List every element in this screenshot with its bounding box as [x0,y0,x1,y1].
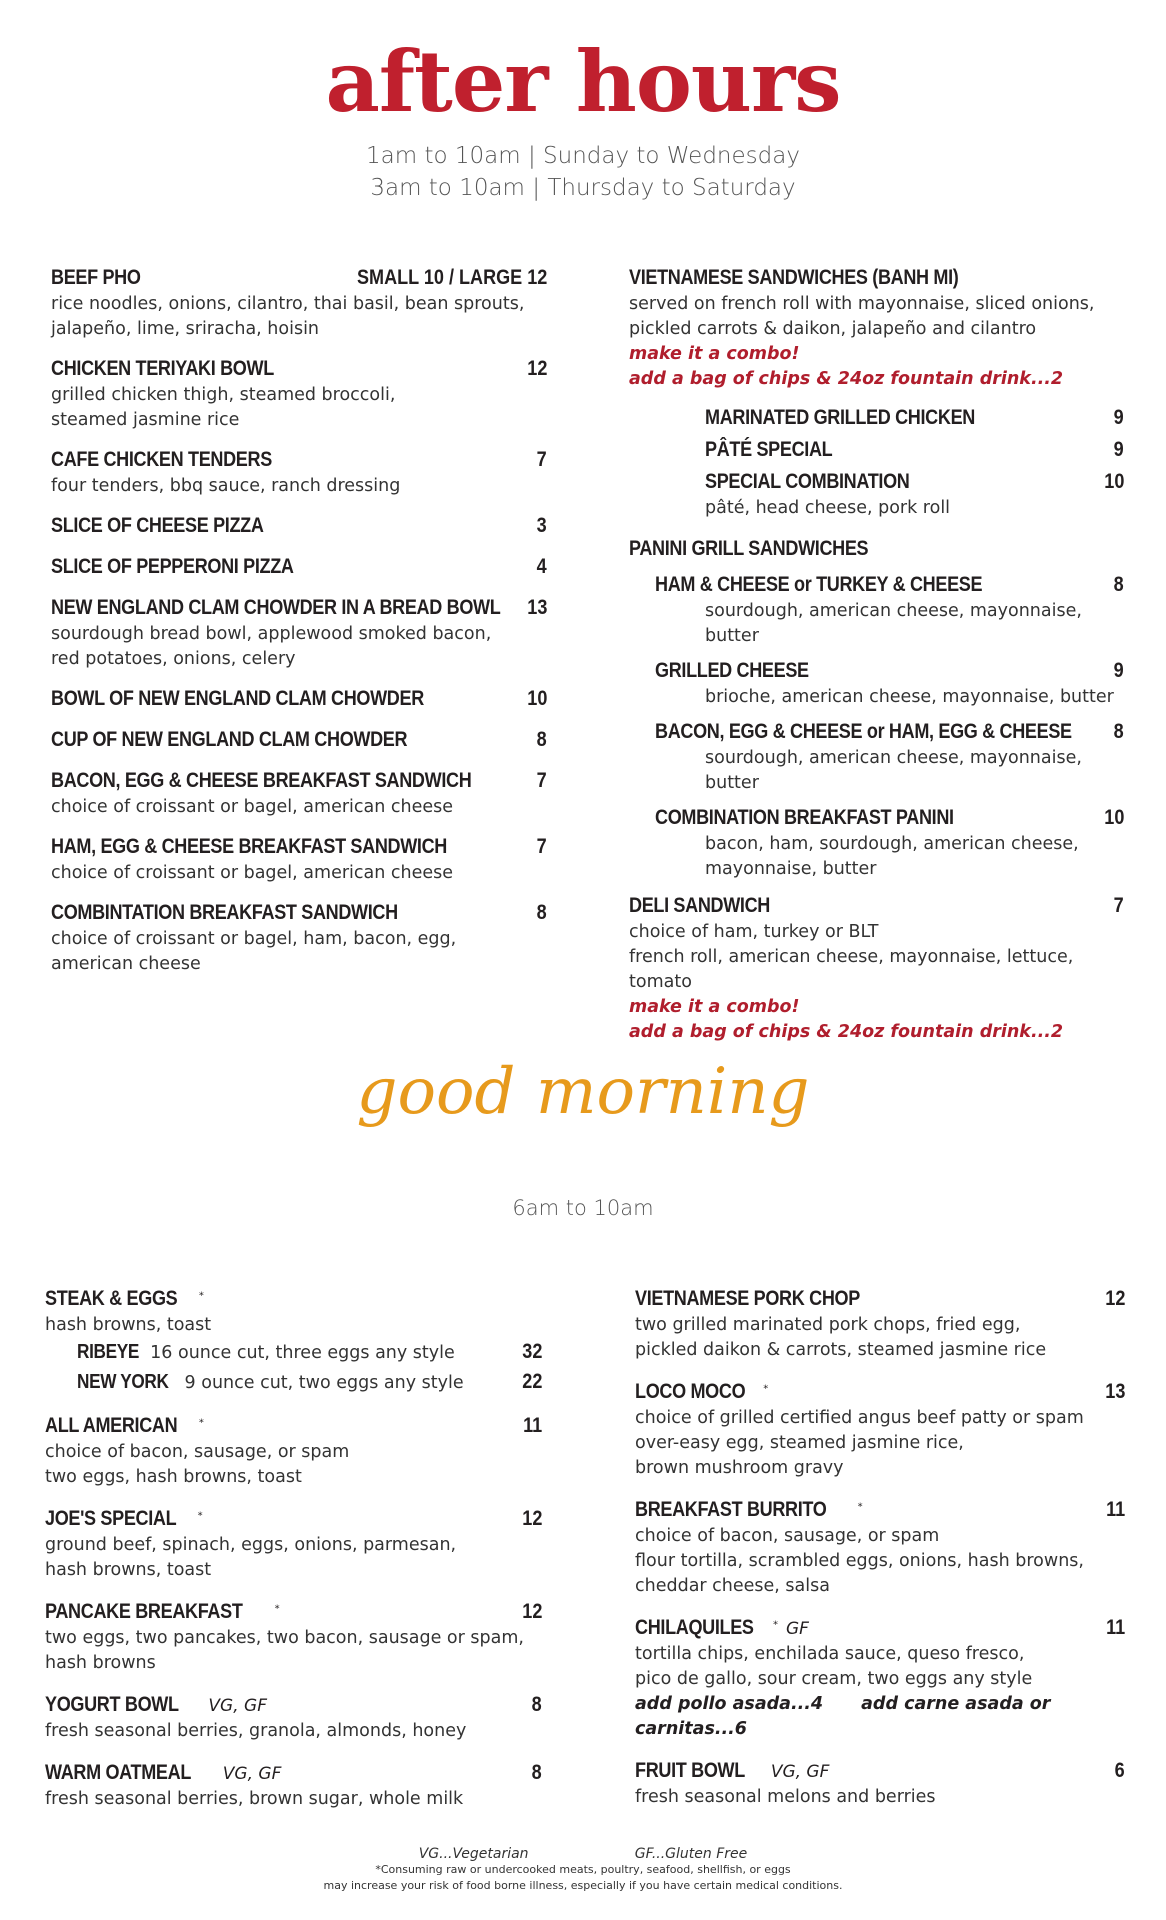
item-price: 11 [1105,1616,1125,1639]
item-name: GRILLED CHEESE [655,659,809,682]
item-name: YOGURT BOWL [45,1693,179,1716]
item-name: MARINATED GRILLED CHICKEN [705,406,975,429]
item-desc: american cheese [51,954,201,974]
item-header [51,726,547,754]
item-header [51,899,547,927]
item-price: 12 [521,1507,542,1530]
item-header [51,446,547,474]
item-price: 10 [1103,806,1124,829]
item-price: 12 [1104,1287,1125,1310]
item-price: 22 [521,1370,542,1393]
footer-warning-1: *Consuming raw or undercooked meats, poultry, seafood, shellfish, or eggs [375,1863,791,1876]
good-morning-left-column [45,1285,542,1827]
item-name: SPECIAL COMBINATION [705,470,910,493]
item-desc: red potatoes, onions, celery [51,649,296,669]
item-header [51,264,547,292]
item-name: RIBEYE [77,1341,139,1363]
item-name: DELI SANDWICH [629,894,771,917]
item-header [51,767,547,795]
item-name: CAFE CHICKEN TENDERS [51,448,272,471]
addon: add pollo asada...4 [635,1694,824,1714]
dietary-tag: VG, GF [222,1764,282,1784]
item-desc: bacon, ham, sourdough, american cheese, [705,834,1079,854]
item-desc: two grilled marinated pork chops, fried egg, [635,1315,1021,1335]
item-header [655,804,1124,832]
dietary-tag: VG, GF [208,1696,267,1716]
item-price: 9 [1113,438,1124,461]
after-hours-right-column [629,264,1124,1059]
footer-key [0,1843,1166,1862]
menu-item [655,804,1124,882]
menu-item [51,355,547,433]
item-name: STEAK & EGGS [45,1287,178,1310]
menu-item [51,553,547,581]
item-desc: choice of bacon, sausage, or spam [635,1526,940,1546]
item-desc: grilled chicken thigh, steamed broccoli, [51,385,396,405]
panini-title: PANINI GRILL SANDWICHES [629,537,869,560]
banh-mi-items [705,404,1124,521]
item-name: SLICE OF PEPPERONI PIZZA [51,555,294,578]
raw-mark: * [198,1290,204,1302]
item-price: 10 [1103,470,1124,493]
after-hours-left-column [51,264,547,990]
item-desc: choice of croissant or bagel, american cheese [51,863,454,883]
item-desc: pâté, head cheese, pork roll [705,498,951,518]
item-header [51,553,547,581]
after-hours-hours-line1: 1am to 10am | Sunday to Wednesday [366,143,800,169]
raw-mark: * [197,1510,203,1522]
after-hours-hours-line2: 3am to 10am | Thursday to Saturday [370,175,796,201]
banh-mi-desc-2: pickled carrots & daikon, jalapeño and cilantro [629,319,1037,339]
new-york-row [77,1368,542,1398]
deli-section [629,892,1124,1045]
menu-item [45,1505,542,1583]
item-price: 7 [1113,894,1124,917]
raw-mark: * [274,1603,280,1615]
item-desc: hash browns, toast [45,1315,212,1335]
good-morning-right-column [635,1285,1125,1825]
item-header [45,1691,542,1719]
deli-combo-addon: add a bag of chips & 24oz fountain drink...2 [629,1022,1064,1042]
item-header [45,1598,542,1626]
item-price: 10 [526,687,547,710]
banh-mi-desc-1: served on french roll with mayonnaise, sliced onions, [629,294,1095,314]
item-header [655,571,1124,599]
item-name: PÂTÉ SPECIAL [705,438,833,461]
panini-section [629,535,1124,563]
item-header [51,355,547,383]
item-name: SLICE OF CHEESE PIZZA [51,514,264,537]
menu-item [705,436,1124,464]
menu-item [655,657,1124,710]
gf-key: GF...Gluten Free [634,1846,748,1862]
item-price: 7 [536,769,547,792]
item-price: 13 [526,596,547,619]
item-name: BACON, EGG & CHEESE or HAM, EGG & CHEESE [655,720,1072,743]
item-name: BOWL OF NEW ENGLAND CLAM CHOWDER [51,687,424,710]
item-desc: brioche, american cheese, mayonnaise, butter [705,687,1114,707]
addon: add carne asada or carnitas...6 [635,1694,1051,1739]
item-name: NEW YORK [77,1371,169,1393]
menu-item [51,512,547,540]
item-desc: sourdough, american cheese, mayonnaise, butter [705,601,1082,646]
item-desc: two eggs, two pancakes, two bacon, sausage or spam, [45,1628,524,1648]
dietary-tag: GF [785,1619,809,1639]
item-price: 8 [1113,720,1124,743]
item-desc: four tenders, bbq sauce, ranch dressing [51,476,401,496]
item-name: BEEF PHO [51,266,141,289]
item-name: LOCO MOCO [635,1380,746,1403]
item-desc: over-easy egg, steamed jasmine rice, [635,1433,964,1453]
item-desc: two eggs, hash browns, toast [45,1467,302,1487]
item-name: ALL AMERICAN [45,1414,178,1437]
item-desc: pickled daikon & carrots, steamed jasmine rice [635,1340,1047,1360]
menu-item [45,1412,542,1490]
item-header [635,1285,1125,1313]
item-header [51,594,547,622]
banh-mi-title: VIETNAMESE SANDWICHES (BANH MI) [629,266,959,289]
item-desc: choice of croissant or bagel, american cheese [51,797,454,817]
item-desc: hash browns, toast [45,1560,212,1580]
item-price: 13 [1104,1380,1125,1403]
item-header [51,833,547,861]
item-price: 4 [536,555,547,578]
item-desc: brown mushroom gravy [635,1458,844,1478]
item-name: PANCAKE BREAKFAST [45,1600,243,1623]
item-desc: mayonnaise, butter [705,859,877,879]
item-name: COMBINTATION BREAKFAST SANDWICH [51,901,398,924]
menu-item [705,404,1124,432]
item-price: 12 [526,357,547,380]
item-name: HAM, EGG & CHEESE BREAKFAST SANDWICH [51,835,448,858]
item-price: 11 [522,1414,542,1437]
item-desc: choice of grilled certified angus beef patty or spam [635,1408,1084,1428]
item-header [51,685,547,713]
item-desc: ground beef, spinach, eggs, onions, parmesan, [45,1535,457,1555]
item-price: 9 [1113,406,1124,429]
item-desc: choice of bacon, sausage, or spam [45,1442,350,1462]
item-header [635,1614,1125,1642]
menu-item [655,571,1124,649]
item-header [655,657,1124,685]
item-header [45,1759,542,1787]
footer-warning-2: may increase your risk of food borne illness, especially if you have certain medical conditions. [323,1879,843,1892]
menu-item [705,468,1124,521]
item-name: BREAKFAST BURRITO [635,1498,827,1521]
item-desc: choice of ham, turkey or BLT [629,922,879,942]
ribeye-row [77,1338,542,1368]
menu-item [51,594,547,672]
item-header [635,1757,1125,1785]
menu-item [51,833,547,886]
item-price: SMALL 10 / LARGE 12 [356,266,547,289]
menu-item [45,1759,542,1812]
item-desc: steamed jasmine rice [51,410,240,430]
deli-combo: make it a combo! [629,997,800,1017]
item-price: 8 [536,728,547,751]
item-price: 7 [536,448,547,471]
item-desc: 9 ounce cut, two eggs any style [184,1373,464,1393]
menu-item [635,1378,1125,1481]
item-header [51,512,547,540]
banh-mi-combo: make it a combo! [629,344,800,364]
item-name: VIETNAMESE PORK CHOP [635,1287,860,1310]
menu-item [635,1757,1125,1810]
steak-and-eggs [45,1285,542,1398]
item-desc: fresh seasonal berries, brown sugar, whole milk [45,1789,464,1809]
after-hours-title: after hours [325,32,841,131]
item-price: 7 [536,835,547,858]
vg-key: VG...Vegetarian [418,1846,529,1862]
item-desc: sourdough bread bowl, applewood smoked bacon, [51,624,492,644]
item-header [45,1505,542,1533]
raw-mark: * [772,1619,778,1631]
item-desc: french roll, american cheese, mayonnaise, lettuce, tomato [629,947,1074,992]
menu-item [45,1691,542,1744]
item-name: CUP OF NEW ENGLAND CLAM CHOWDER [51,728,408,751]
menu-item [51,726,547,754]
item-desc: cheddar cheese, salsa [635,1576,830,1596]
item-price: 8 [1113,573,1124,596]
menu-item [635,1496,1125,1599]
banh-mi-section [629,264,1124,521]
menu-item [51,767,547,820]
menu-item [51,899,547,977]
item-name: JOE'S SPECIAL [45,1507,177,1530]
banh-mi-combo-addon: add a bag of chips & 24oz fountain drink...2 [629,369,1064,389]
item-price: 8 [536,901,547,924]
item-price: 9 [1113,659,1124,682]
menu-item [635,1614,1125,1742]
menu-item [655,718,1124,796]
raw-mark: * [857,1501,863,1513]
item-header [635,1496,1125,1524]
item-desc: choice of croissant or bagel, ham, bacon, egg, [51,929,457,949]
item-name: WARM OATMEAL [45,1761,192,1784]
item-desc: jalapeño, lime, sriracha, hoisin [51,319,320,339]
item-price: 8 [531,1761,542,1784]
item-desc: rice noodles, onions, cilantro, thai basil, bean sprouts, [51,294,525,314]
item-name: COMBINATION BREAKFAST PANINI [655,806,954,829]
menu-item [51,685,547,713]
item-price: 12 [521,1600,542,1623]
item-name: BACON, EGG & CHEESE BREAKFAST SANDWICH [51,769,472,792]
panini-items [655,571,1124,882]
item-desc: fresh seasonal melons and berries [635,1787,936,1807]
item-header [655,718,1124,746]
menu-item [635,1285,1125,1363]
addon-row [635,1692,1125,1742]
item-desc: flour tortilla, scrambled eggs, onions, hash browns, [635,1551,1084,1571]
item-desc: sourdough, american cheese, mayonnaise, butter [705,748,1082,793]
menu-item [45,1598,542,1676]
raw-mark: * [763,1383,769,1395]
item-desc: fresh seasonal berries, granola, almonds, honey [45,1721,467,1741]
menu-item [51,446,547,499]
item-name: CHICKEN TERIYAKI BOWL [51,357,274,380]
item-name: HAM & CHEESE or TURKEY & CHEESE [655,573,983,596]
raw-mark: * [198,1417,204,1429]
good-morning-hours: 6am to 10am [512,1196,654,1220]
dietary-tag: VG, GF [770,1762,830,1782]
item-desc: pico de gallo, sour cream, two eggs any style [635,1669,1033,1689]
item-header [635,1378,1125,1406]
item-desc: tortilla chips, enchilada sauce, queso fresco, [635,1644,1025,1664]
item-price: 32 [521,1340,542,1363]
item-header [45,1412,542,1440]
menu-item [51,264,547,342]
item-desc: hash browns [45,1653,156,1673]
good-morning-title: good morning [356,1055,810,1129]
item-price: 6 [1114,1759,1125,1782]
item-price: 11 [1105,1498,1125,1521]
item-name: FRUIT BOWL [635,1759,745,1782]
item-price: 8 [531,1693,542,1716]
item-desc: 16 ounce cut, three eggs any style [150,1343,455,1363]
item-name: NEW ENGLAND CLAM CHOWDER IN A BREAD BOWL [51,596,501,619]
item-price: 3 [536,514,547,537]
item-name: CHILAQUILES [635,1616,754,1639]
